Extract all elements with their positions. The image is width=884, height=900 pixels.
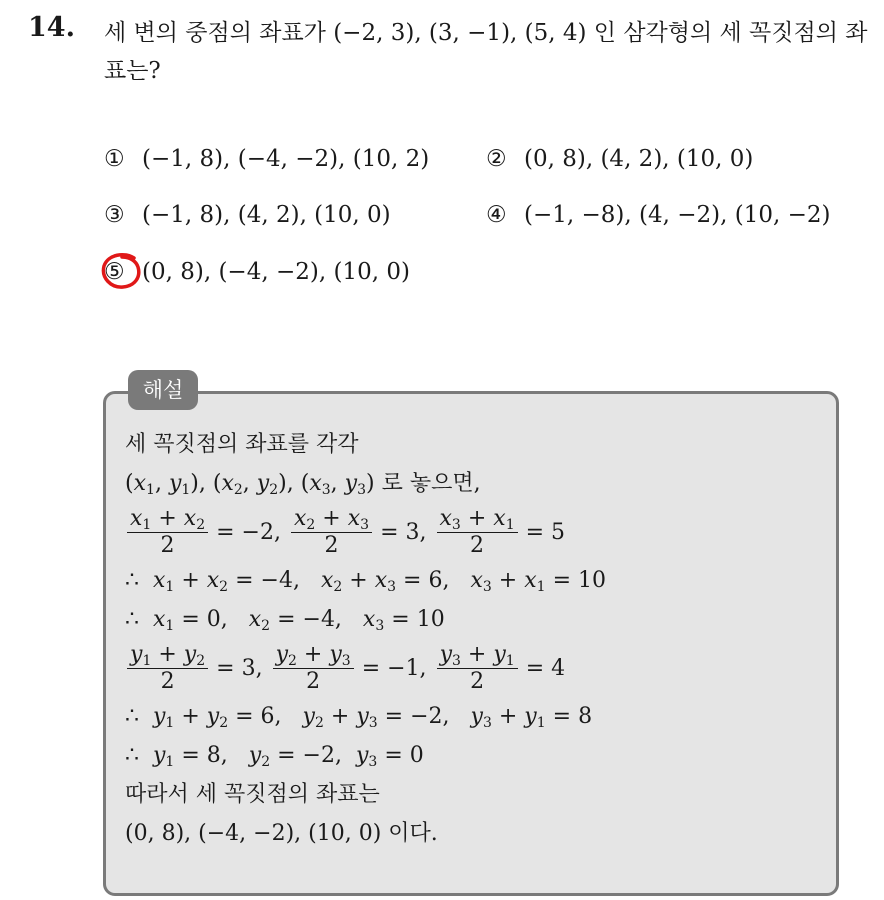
solution-line: $\frac{x_1 + x_2}{2}$ = −2, $\frac{x_2 + x_3}{2}$ = 3, $\frac{x_3 + x_1}{2}$ = 5 [125, 503, 825, 561]
choice-text: (0, 8), (4, 2), (10, 0) [524, 146, 754, 172]
solution-line: ($x_1$, $y_1$), ($x_2$, $y_2$), ($x_3$, $y_3$) 로 놓으면, [125, 471, 481, 498]
choice-marker: ③ [104, 202, 125, 228]
solution-line: 세 꼭짓점의 좌표를 각각 [125, 432, 359, 457]
solution-line: ∴ $x_1 + x_2 = -4$, $x_2 + x_3 = 6$, $x_3 + x_1 = 10$ [125, 568, 606, 595]
solution-line: 따라서 세 꼭짓점의 좌표는 [125, 782, 380, 807]
choice-3[interactable] [104, 200, 391, 230]
solution-tab: 해설 [128, 370, 198, 410]
choice-text: (−1, 8), (4, 2), (10, 0) [142, 202, 391, 228]
choice-text: (−1, −8), (4, −2), (10, −2) [524, 202, 831, 228]
choice-marker: ④ [486, 202, 507, 228]
solution-line: ∴ $y_1 + y_2 = 6$, $y_2 + y_3 = -2$, $y_3 + y_1 = 8$ [125, 704, 593, 731]
choice-4[interactable] [486, 200, 830, 230]
choice-5[interactable] [104, 257, 410, 287]
solution-body [125, 425, 825, 853]
choice-text: (−1, 8), (−4, −2), (10, 2) [142, 146, 430, 172]
question-text: 세 변의 중점의 좌표가 (−2, 3), (3, −1), (5, 4) 인 삼각형의 세 꼭짓점의 좌표는? [104, 20, 868, 84]
solution-line: ∴ $x_1 = 0$, $x_2 = -4$, $x_3 = 10$ [125, 607, 445, 634]
choice-2[interactable] [486, 144, 753, 174]
choice-text: (0, 8), (−4, −2), (10, 0) [142, 259, 410, 285]
answer-circle-icon [100, 251, 146, 293]
choice-1[interactable] [104, 144, 429, 174]
solution-line: $\frac{y_1 + y_2}{2}$ = 3, $\frac{y_2 + y_3}{2}$ = −1, $\frac{y_3 + y_1}{2}$ = 4 [125, 639, 825, 697]
choice-marker: ⑤ [104, 259, 125, 285]
choice-marker: ① [104, 146, 125, 172]
choice-marker: ② [486, 146, 507, 172]
solution-line: (0, 8), (−4, −2), (10, 0) 이다. [125, 821, 438, 846]
question-number: 14. [28, 12, 75, 43]
solution-line: ∴ $y_1 = 8$, $y_2 = -2$, $y_3 = 0$ [125, 743, 424, 770]
